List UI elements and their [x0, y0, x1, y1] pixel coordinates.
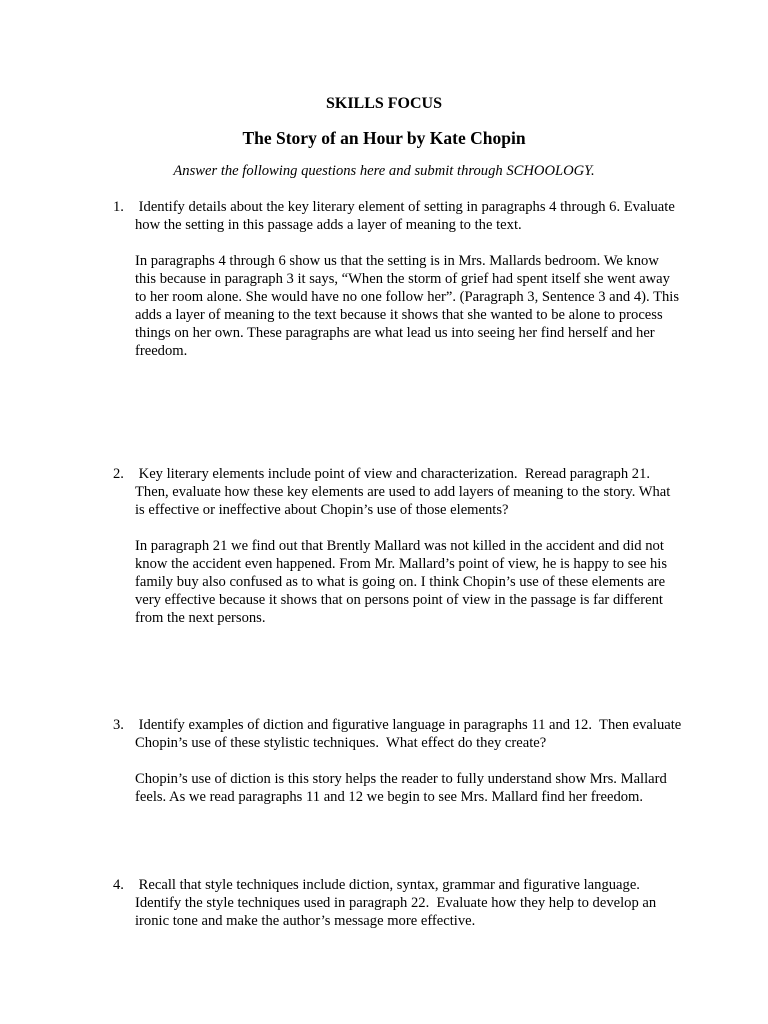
document-title: The Story of an Hour by Kate Chopin: [242, 128, 526, 148]
question-prompt: Key literary elements include point of view and characterization. Reread paragraph 21. Then, evaluate how these key elements are used to add layers of meaning to the story. What is effective or ineffective about Chopin’s use of those elements?: [135, 466, 674, 518]
question-prompt: Identify details about the key literary element of setting in paragraphs 4 through 6. Evaluate how the setting in this passage adds a layer of meaning to the text.: [135, 199, 679, 233]
question-item: [113, 716, 683, 806]
question-number: 1.: [113, 199, 124, 215]
question-number: 3.: [113, 717, 124, 733]
question-answer[interactable]: Chopin’s use of diction is this story helps the reader to fully understand show Mrs. Mallard feels. As we read paragraphs 11 and 12 we begin to see Mrs. Mallard find her freedom.: [135, 771, 667, 805]
question-number: 2.: [113, 466, 124, 482]
question-prompt: Recall that style techniques include diction, syntax, grammar and figurative language. Identify the style techniques used in paragraph 22. Evaluate how they help to develop an ironic tone and make the author’s message more effective.: [135, 877, 660, 929]
question-prompt: Identify examples of diction and figurative language in paragraphs 11 and 12. Then evaluate Chopin’s use of these stylistic techniques. What effect do they create?: [135, 717, 685, 751]
question-prompt-row: [113, 876, 683, 930]
instructions-text: Answer the following questions here and submit through SCHOOLOGY.: [173, 163, 595, 179]
question-prompt-row: [113, 716, 683, 752]
question-prompt-row: [113, 198, 683, 234]
question-answer[interactable]: In paragraphs 4 through 6 show us that the setting is in Mrs. Mallards bedroom. We know this because in paragraph 3 it says, “When the storm of grief had spent itself she went away to her room alone. She would have no one follow her”. (Paragraph 3, Sentence 3 and 4). This adds a layer of meaning to the text because it shows that she wanted to be alone to process things on her own. These paragraphs are what lead us into seeing her find herself and her freedom.: [135, 253, 680, 359]
question-prompt-row: [113, 465, 683, 519]
question-answer[interactable]: In paragraph 21 we find out that Brently Mallard was not killed in the accident and did not know the accident even happened. From Mr. Mallard’s point of view, he is happy to see his family buy also confused as to what is going on. I think Chopin’s use of these elements are very effective because it shows that on persons point of view in the passage is far different from the next persons.: [135, 538, 668, 626]
question-item: [113, 876, 683, 948]
question-item: [113, 198, 683, 360]
question-number: 4.: [113, 877, 124, 893]
question-item: [113, 465, 683, 627]
document-heading: SKILLS FOCUS: [325, 95, 443, 112]
